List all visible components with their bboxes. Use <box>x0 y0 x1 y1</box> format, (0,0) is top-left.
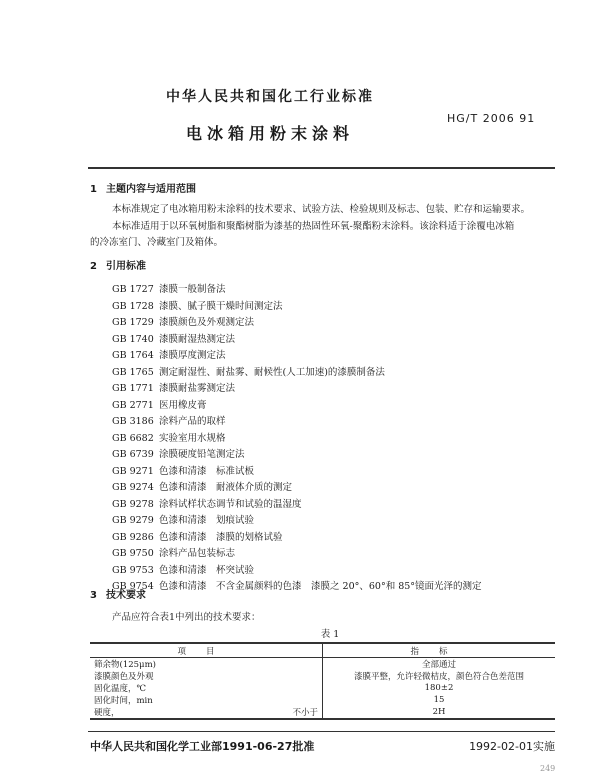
reference-code: GB 9278 <box>112 498 154 510</box>
reference-title: 涂料产品的取样 <box>159 416 226 427</box>
reference-title: 医用橡皮膏 <box>159 399 207 411</box>
value-cell: 漆膜平整，允许轻微桔皮，颜色符合色差范围 <box>353 672 524 682</box>
item-cell: 筛余物(125μm) <box>90 658 323 671</box>
table-row <box>90 706 555 719</box>
paragraph: 的冷冻室门、冷藏室门及箱体。 <box>90 237 224 248</box>
section-heading: 3 技术要求 <box>90 590 146 601</box>
table-row <box>90 682 555 694</box>
reference-code: GB 6739 <box>112 449 154 460</box>
standard-code: HG/T 2006 91 <box>447 112 536 125</box>
section-heading: 1 主题内容与适用范围 <box>90 184 196 195</box>
reference-title: 色漆和清漆 耐液体介质的测定 <box>159 482 293 493</box>
table-caption: 表 1 <box>320 629 340 640</box>
reference-item <box>112 281 226 295</box>
reference-item <box>112 512 254 526</box>
reference-code: GB 1740 <box>112 333 154 345</box>
item-cell: 固化时间，min <box>90 694 323 706</box>
reference-title: 色漆和清漆 划痕试验 <box>159 515 255 526</box>
reference-item <box>112 496 302 510</box>
reference-code: GB 1727 <box>112 284 154 295</box>
document-title: 电冰箱用粉末涂料 <box>185 124 354 143</box>
reference-code: GB 1764 <box>112 350 154 361</box>
reference-title: 涂料产品包装标志 <box>159 548 236 559</box>
reference-item <box>112 463 254 477</box>
reference-item <box>112 562 254 576</box>
reference-title: 涂料试样状态调节和试验的温湿度 <box>159 498 302 510</box>
reference-item <box>112 446 245 460</box>
reference-item <box>112 298 283 312</box>
value-cell: 180±2 <box>424 683 454 693</box>
reference-code: GB 9750 <box>112 548 154 559</box>
approval-date: 中华人民共和国化学工业部1991-06-27批准 <box>90 740 315 753</box>
value-cell: 15 <box>433 695 445 705</box>
reference-code: GB 2771 <box>112 399 154 411</box>
reference-code: GB 3186 <box>112 416 154 427</box>
reference-title: 漆膜耐盐雾测定法 <box>159 383 236 394</box>
table-header: 项目 <box>90 643 323 658</box>
reference-item <box>112 430 226 444</box>
table-row <box>90 694 555 706</box>
reference-code: GB 9286 <box>112 531 154 543</box>
table-row <box>90 658 555 671</box>
item-cell: 漆膜颜色及外观 <box>90 670 323 682</box>
paragraph: 产品应符合表1中列出的技术要求： <box>112 612 261 623</box>
reference-code: GB 1765 <box>112 366 154 378</box>
paragraph: 本标准规定了电冰箱用粉末涂料的技术要求、试验方法、检验规则及标志、包装、贮存和运输要求。 <box>112 204 531 215</box>
reference-item <box>112 397 207 411</box>
reference-code: GB 9271 <box>112 465 154 477</box>
reference-title: 测定耐湿性、耐盐雾、耐候性(人工加速)的漆膜制备法 <box>159 366 385 378</box>
item-cell: 固化温度，℃ <box>90 682 323 694</box>
footer-rule <box>88 731 555 732</box>
reference-title: 色漆和清漆 杯突试验 <box>159 564 255 576</box>
spec-table <box>90 642 555 720</box>
reference-title: 漆膜耐湿热测定法 <box>159 333 236 345</box>
reference-item <box>112 529 283 543</box>
reference-item <box>112 578 482 592</box>
table-header: 指标 <box>323 643 556 658</box>
value-cell: 2H <box>432 707 446 717</box>
reference-title: 涂膜硬度铅笔测定法 <box>159 449 245 460</box>
reference-title: 漆膜一般制备法 <box>159 284 226 295</box>
org-title: 中华人民共和国化工行业标准 <box>166 89 374 105</box>
reference-item <box>112 364 385 378</box>
effective-date: 1992-02-01实施 <box>469 740 555 753</box>
reference-code: GB 9753 <box>112 564 154 576</box>
reference-code: GB 9754 <box>112 581 154 592</box>
reference-item <box>112 413 226 427</box>
reference-item <box>112 545 235 559</box>
reference-title: 色漆和清漆 标准试板 <box>159 465 255 477</box>
reference-code: GB 1771 <box>112 383 154 394</box>
paragraph: 本标准适用于以环氧树脂和聚酯树脂为漆基的热固性环氧-聚酯粉末涂料。该涂料适于涂覆电冰箱 <box>112 221 515 232</box>
reference-code: GB 6682 <box>112 432 154 444</box>
reference-title: 漆膜、腻子膜干燥时间测定法 <box>159 300 283 312</box>
reference-title: 实验室用水规格 <box>159 432 226 444</box>
page-number: 249 <box>540 764 556 771</box>
header-rule <box>88 167 555 169</box>
reference-title: 漆膜厚度测定法 <box>159 350 226 361</box>
reference-item <box>112 380 235 394</box>
reference-item <box>112 314 254 328</box>
reference-item <box>112 479 292 493</box>
reference-code: GB 9274 <box>112 482 154 493</box>
table-row <box>90 670 555 682</box>
reference-item <box>112 347 226 361</box>
reference-code: GB 9279 <box>112 515 154 526</box>
reference-code: GB 1729 <box>112 317 154 328</box>
reference-code: GB 1728 <box>112 300 154 312</box>
reference-title: 色漆和清漆 漆膜的划格试验 <box>159 531 283 543</box>
section-heading: 2 引用标准 <box>90 261 146 272</box>
reference-title: 漆膜颜色及外观测定法 <box>159 317 255 328</box>
reference-title: 色漆和清漆 不含金属颜料的色漆 漆膜之 20°、60°和 85°镜面光泽的测定 <box>159 581 482 592</box>
item-cell: 硬度， 不小于 <box>90 706 323 719</box>
value-cell: 全部通过 <box>421 660 456 670</box>
reference-item <box>112 331 235 345</box>
